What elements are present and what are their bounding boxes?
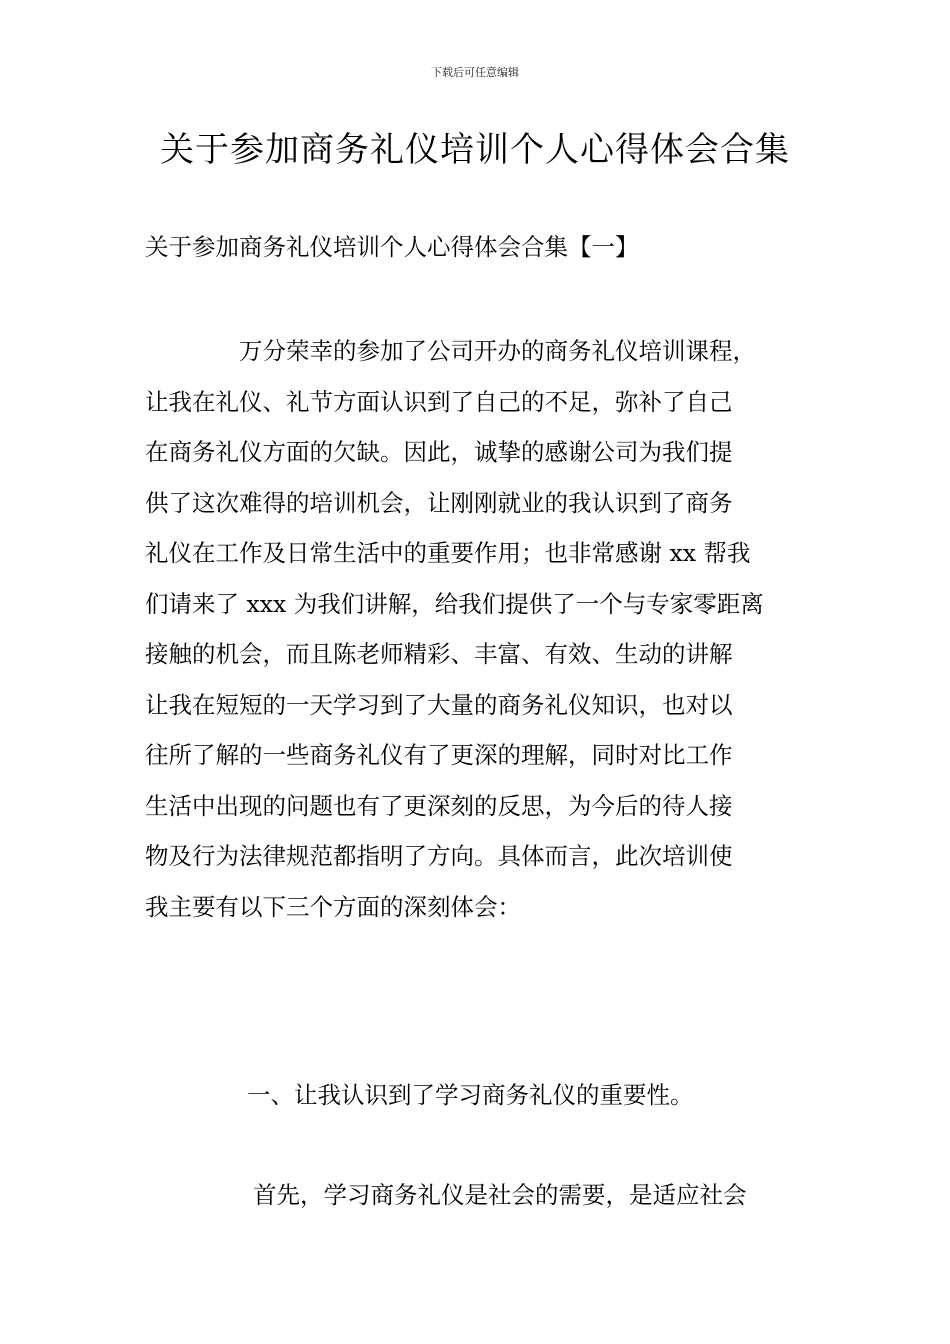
header-note: 下载后可任意编辑: [431, 66, 519, 79]
body-line: 供了这次难得的培训机会，让刚刚就业的我认识到了商务: [145, 488, 733, 517]
body-line: 礼仪在工作及日常生活中的重要作用；也非常感谢 xx 帮我: [145, 539, 751, 567]
body-line: 接触的机会，而且陈老师精彩、丰富、有效、生动的讲解: [145, 640, 733, 668]
body-line: 往所了解的一些商务礼仪有了更深的理解，同时对比工作: [145, 741, 733, 769]
body-line: 我主要有以下三个方面的深刻体会：: [145, 892, 521, 921]
body-paragraph: [145, 326, 835, 932]
body-line: 物及行为法律规范都指明了方向。具体而言，此次培训使: [145, 842, 733, 870]
body-line: 在商务礼仪方面的欠缺。因此，诚挚的感谢公司为我们提: [145, 438, 733, 466]
section-title: 关于参加商务礼仪培训个人心得体会合集【一】: [145, 233, 639, 261]
subheading-one: 一、让我认识到了学习商务礼仪的重要性。: [247, 1081, 694, 1109]
body-line: 让我在短短的一天学习到了大量的商务礼仪知识，也对以: [145, 690, 733, 719]
body-line: 们请来了 xxx 为我们讲解，给我们提供了一个与专家零距离: [145, 589, 764, 618]
paragraph-start: 首先，学习商务礼仪是社会的需要，是适应社会: [253, 1181, 747, 1209]
body-line: 生活中出现的问题也有了更深刻的反思，为今后的待人接: [145, 791, 733, 820]
document-title: 关于参加商务礼仪培训个人心得体会合集: [160, 130, 790, 170]
body-line: 万分荣幸的参加了公司开办的商务礼仪培训课程，: [145, 337, 756, 365]
body-line: 让我在礼仪、礼节方面认识到了自己的不足，弥补了自己: [145, 387, 733, 416]
